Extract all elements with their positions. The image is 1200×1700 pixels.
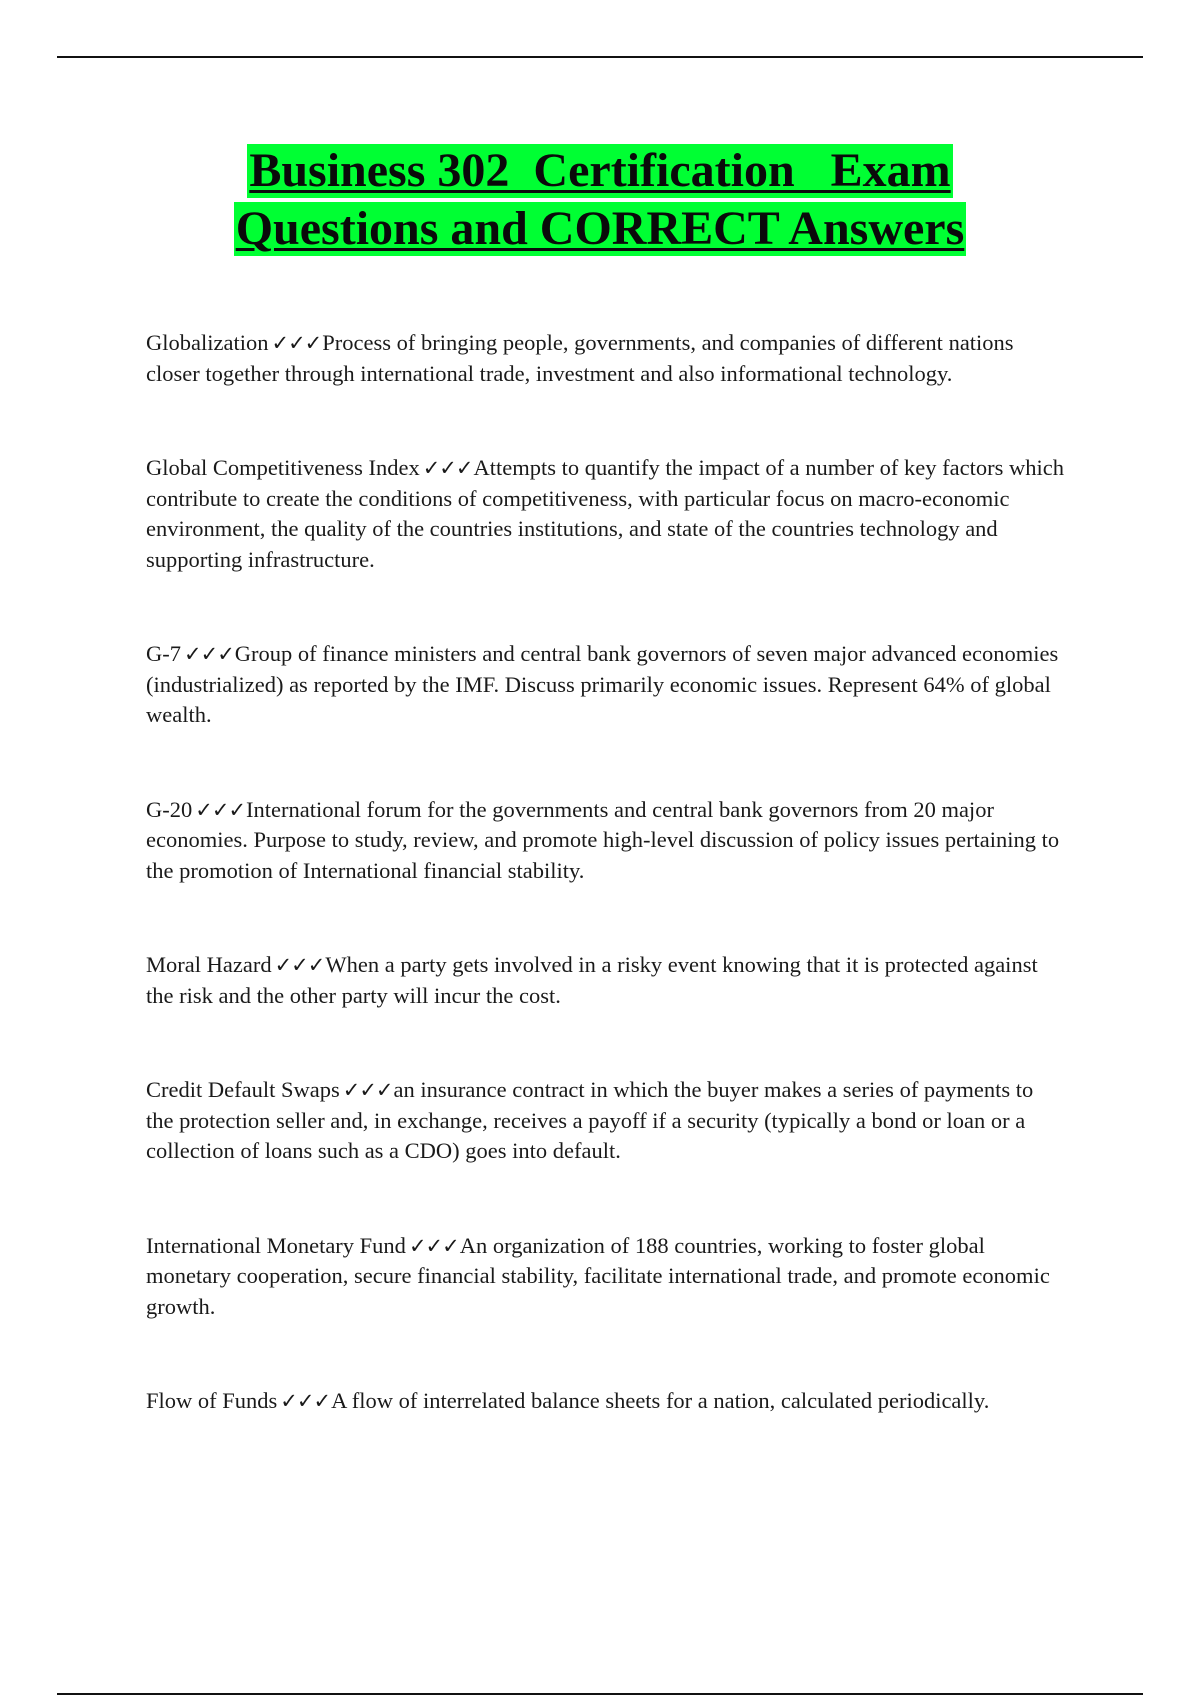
entry-definition: Attempts to quantify the impact of a number of key factors which contribute to create the conditions of competitiveness, with particular focus on macro-economic environment, the quality of the countries institutions, and state of the countries technology and supporting infrastructure. bbox=[146, 455, 1064, 572]
qa-entry bbox=[146, 328, 1066, 389]
entry-definition: Group of finance ministers and central bank governors of seven major advanced economies (industrialized) as reported by the IMF. Discuss primarily economic issues. Represent 64% of global wealth. bbox=[146, 641, 1059, 727]
check-marks-icon: ✓✓✓ bbox=[280, 1389, 331, 1413]
qa-entry bbox=[146, 1075, 1066, 1167]
qa-entry bbox=[146, 639, 1066, 731]
check-marks-icon: ✓✓✓ bbox=[195, 797, 246, 822]
qa-entry bbox=[146, 950, 1066, 1011]
document-title bbox=[0, 144, 1200, 256]
bottom-rule bbox=[57, 1693, 1143, 1695]
qa-entry bbox=[146, 1231, 1066, 1323]
check-marks-icon: ✓✓✓ bbox=[274, 953, 325, 977]
entry-term: Global Competitiveness Index bbox=[146, 455, 420, 480]
entry-term: International Monetary Fund bbox=[146, 1232, 406, 1258]
entry-definition: Process of bringing people, governments, and companies of different nations closer together through international trade, investment and also informational technology. bbox=[146, 330, 1014, 386]
entry-term: Moral Hazard bbox=[146, 952, 272, 977]
check-marks-icon: ✓✓✓ bbox=[271, 331, 322, 355]
check-marks-icon: ✓✓✓ bbox=[184, 642, 234, 666]
qa-entry bbox=[146, 795, 1066, 887]
qa-entry-list bbox=[146, 328, 1066, 1417]
entry-term: G-7 bbox=[146, 641, 181, 666]
entry-term: G-20 bbox=[146, 796, 193, 822]
title-line-2: Questions and CORRECT Answers bbox=[235, 202, 965, 255]
qa-entry bbox=[146, 1386, 1066, 1417]
entry-term: Flow of Funds bbox=[146, 1388, 278, 1413]
entry-definition: an insurance contract in which the buyer makes a series of payments to the protection seller and, in exchange, receives a payoff if a security (typically a bond or loan or a collection of loans such as a CDO) goes into default. bbox=[146, 1077, 1034, 1163]
entry-definition: A flow of interrelated balance sheets for a nation, calculated periodically. bbox=[331, 1388, 990, 1413]
entry-term: Credit Default Swaps bbox=[146, 1077, 340, 1102]
entry-definition: International forum for the governments and central bank governors from 20 major economies. Purpose to study, review, and promote high-level discussion of policy issues pertaining to the promotion of International financial stability. bbox=[146, 796, 1060, 883]
qa-entry bbox=[146, 453, 1066, 575]
check-marks-icon: ✓✓✓ bbox=[342, 1078, 393, 1102]
check-marks-icon: ✓✓✓ bbox=[422, 456, 473, 480]
title-line-1: Business 302 Certification Exam bbox=[249, 144, 951, 197]
entry-term: Globalization bbox=[146, 330, 269, 355]
top-rule bbox=[57, 56, 1143, 58]
entry-definition: When a party gets involved in a risky event knowing that it is protected against the risk and the other party will incur the cost. bbox=[146, 952, 1038, 1008]
check-marks-icon: ✓✓✓ bbox=[408, 1233, 459, 1258]
entry-definition: An organization of 188 countries, working to foster global monetary cooperation, secure financial stability, facilitate international trade, and promote economic growth. bbox=[146, 1232, 1050, 1319]
